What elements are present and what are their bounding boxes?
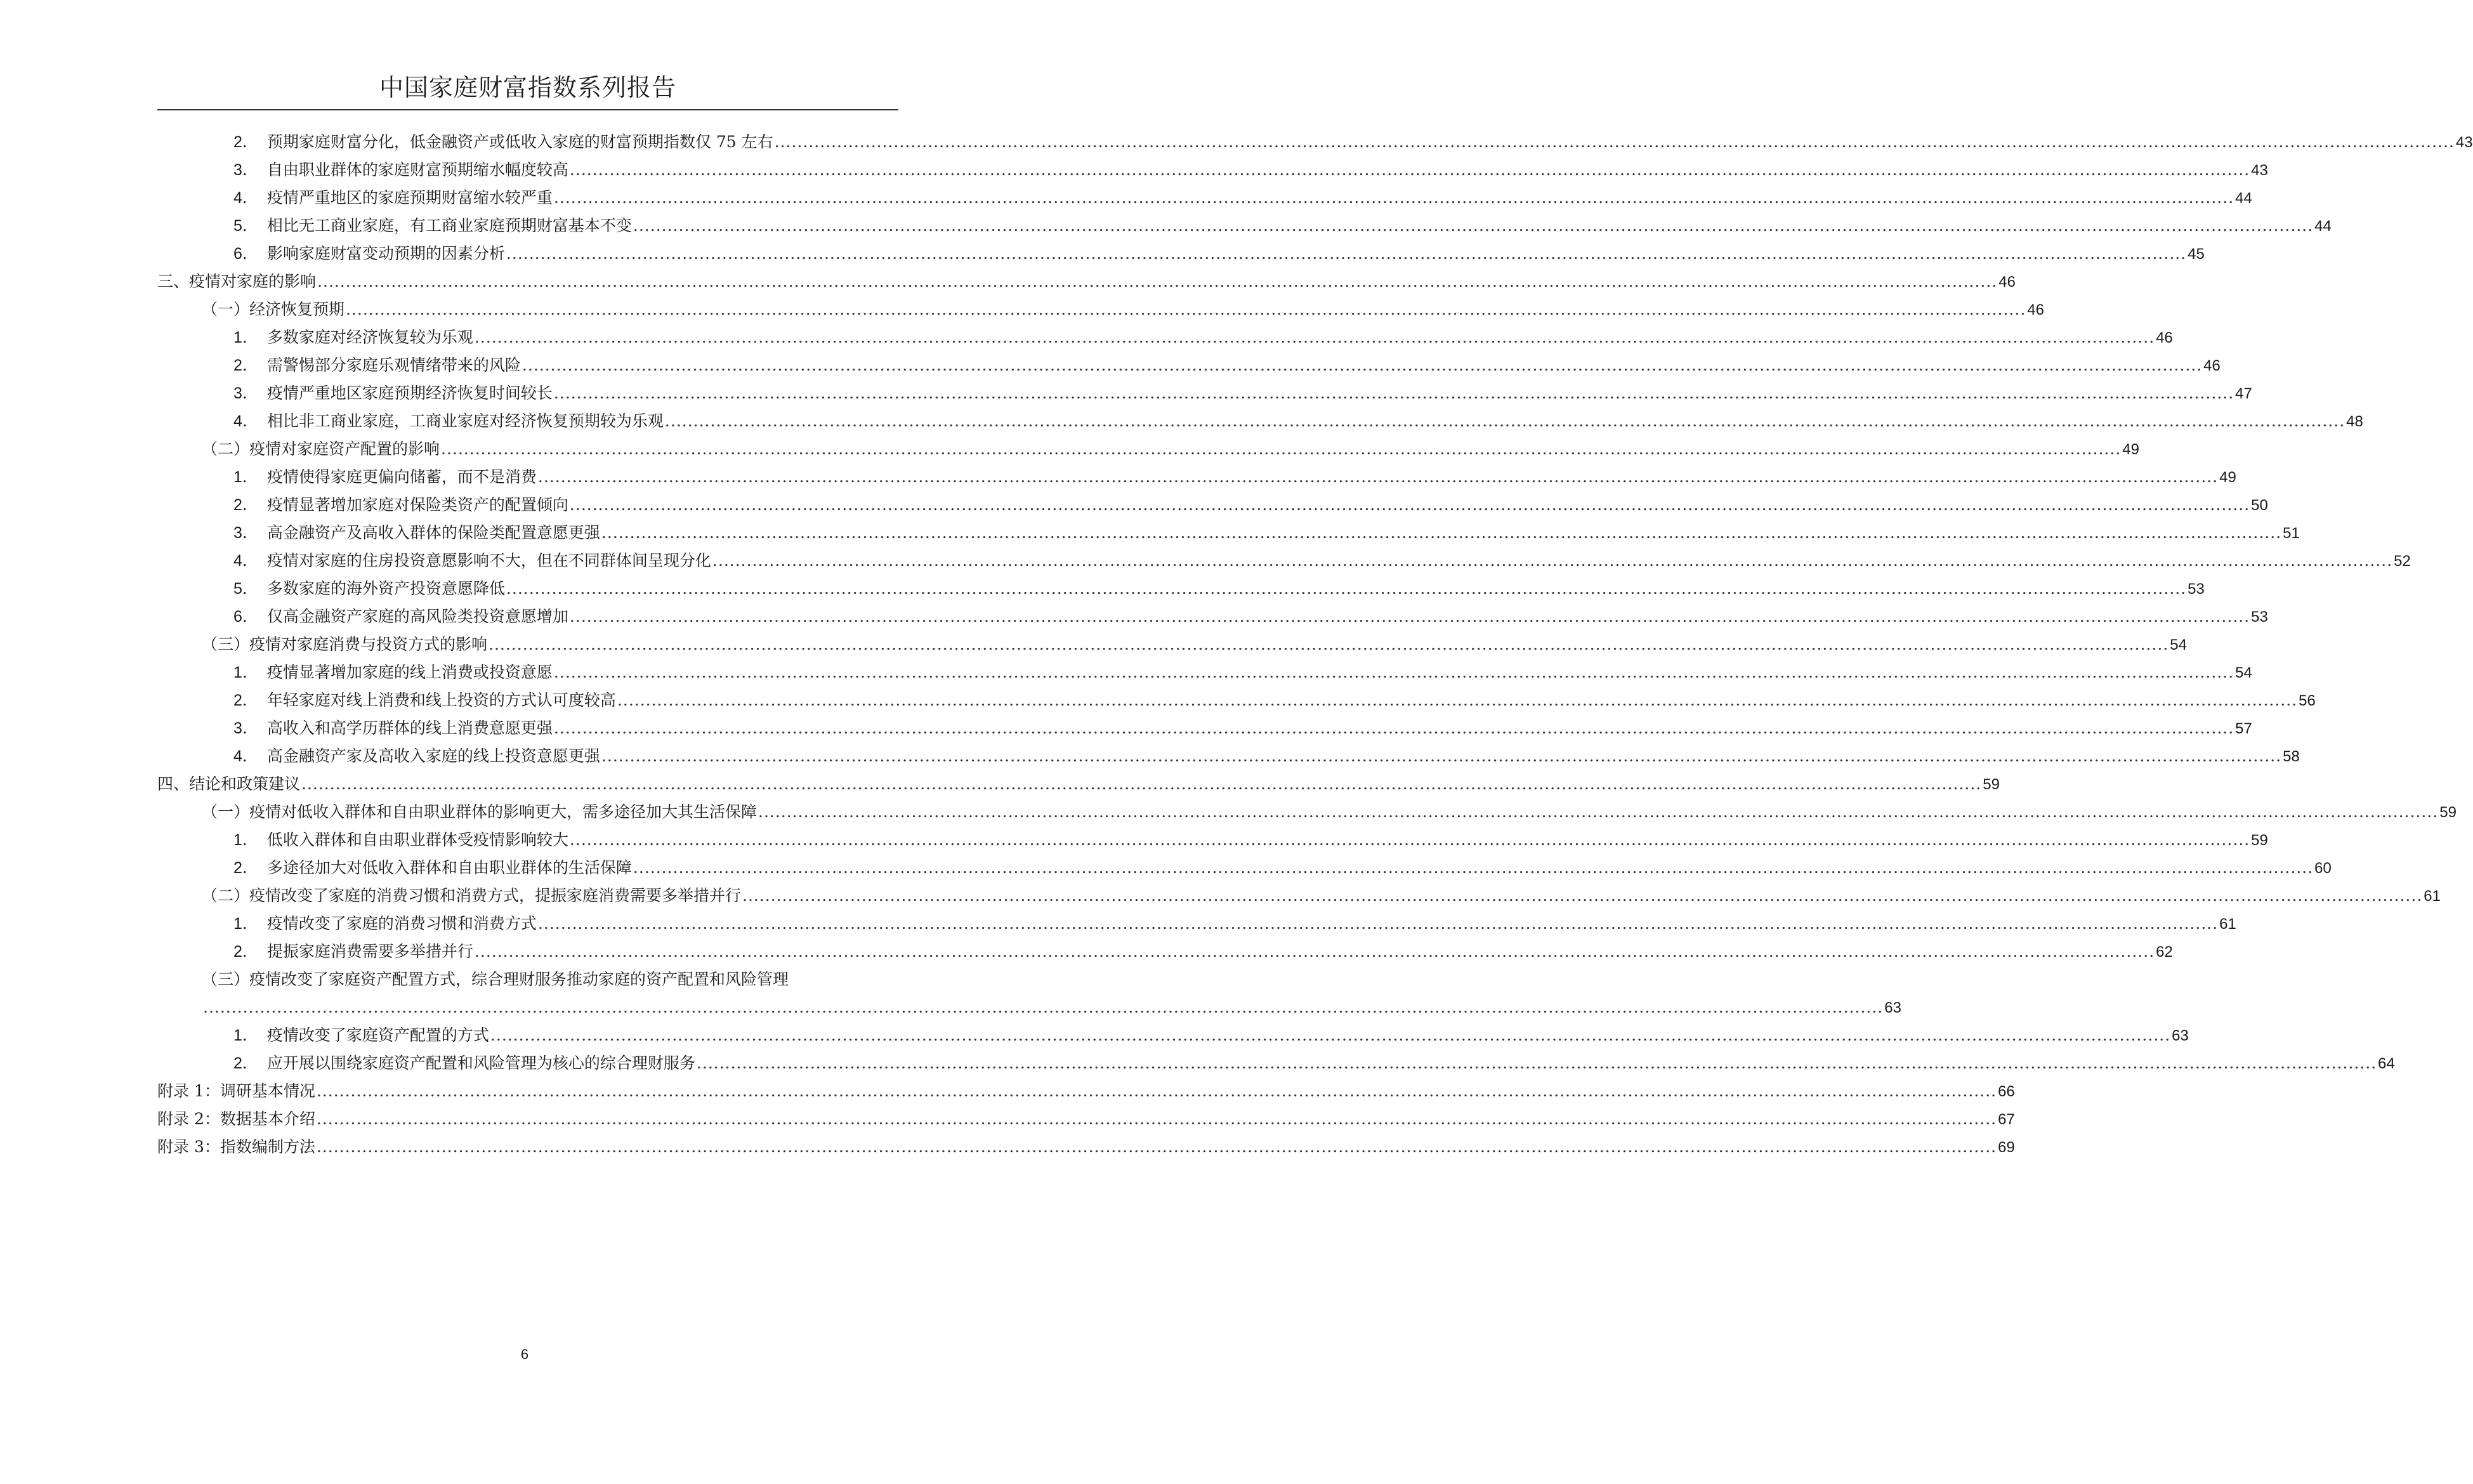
- toc-entry-text: [233, 463, 537, 491]
- toc-entry[interactable]: [157, 156, 2268, 184]
- dot-leader: [317, 1133, 1997, 1161]
- toc-entry[interactable]: [157, 351, 2220, 379]
- toc-entry-title: 三、疫情对家庭的影响: [157, 272, 317, 291]
- toc-entry-page: 46: [2203, 357, 2220, 374]
- toc-entry-title: 四、结论和政策建议: [157, 775, 301, 793]
- toc-entry-title: 疫情显著增加家庭对保险类资产的配置倾向: [266, 496, 568, 514]
- dot-leader: [538, 910, 2218, 938]
- toc-entry-page: 43: [2251, 162, 2268, 179]
- toc-entry[interactable]: [157, 910, 2236, 938]
- toc-entry-text: [233, 714, 553, 742]
- toc-entry-number: 1．: [233, 1027, 258, 1044]
- toc-entry[interactable]: [157, 296, 2044, 324]
- dot-leader: [538, 463, 2218, 491]
- toc-entry-text: [233, 128, 773, 156]
- toc-entry[interactable]: [157, 268, 2016, 296]
- toc-entry[interactable]: [157, 603, 2268, 631]
- toc-entry[interactable]: [157, 770, 2000, 798]
- toc-entry[interactable]: [157, 1105, 2015, 1133]
- toc-entry-text: [233, 184, 553, 212]
- toc-entry-title: 应开展以围绕家庭资产配置和风险管理为核心的综合理财服务: [266, 1054, 695, 1072]
- toc-entry-number: 2．: [233, 692, 258, 709]
- toc-entry-text: [157, 1077, 315, 1105]
- dot-leader: [441, 435, 2121, 463]
- toc-entry-page: 59: [2439, 804, 2457, 821]
- dot-leader: [697, 1049, 2377, 1077]
- toc-entry[interactable]: [157, 324, 2173, 351]
- toc-entry-title: 疫情严重地区家庭预期经济恢复时间较长: [266, 384, 553, 402]
- toc-entry[interactable]: [157, 128, 2473, 156]
- toc-entry-text: [202, 631, 487, 659]
- toc-entry-text: [233, 686, 616, 714]
- toc-entry-text: [233, 212, 632, 240]
- toc-entry[interactable]: [157, 686, 2316, 714]
- toc-entry[interactable]: [157, 938, 2173, 966]
- toc-entry-title: 仅高金融资产家庭的高风险类投资意愿增加: [266, 607, 568, 626]
- toc-entry-title: 多数家庭对经济恢复较为乐观: [266, 328, 473, 346]
- toc-entry-title: 疫情改变了家庭的消费习惯和消费方式: [266, 914, 537, 933]
- toc-entry-text: [233, 324, 473, 351]
- toc-entry-text: [233, 603, 568, 631]
- dot-leader: [317, 1077, 1997, 1105]
- toc-entry-page: 50: [2251, 497, 2268, 514]
- toc-entry-text: [233, 910, 537, 938]
- dot-leader: [203, 994, 1883, 1021]
- toc-entry-page: 46: [2027, 301, 2044, 318]
- toc-entry-text: [233, 1049, 695, 1077]
- toc-entry-text: [157, 770, 300, 798]
- toc-entry-heading-wrapped[interactable]: [157, 966, 898, 994]
- toc-entry-page: 53: [2251, 608, 2268, 626]
- dot-leader: [633, 854, 2313, 882]
- toc-entry-page: 49: [2122, 441, 2139, 458]
- toc-entry-number: 1．: [233, 831, 258, 849]
- toc-entry-page: 46: [1998, 273, 2016, 291]
- toc-entry-title: 多途径加大对低收入群体和自由职业群体的生活保障: [266, 858, 632, 877]
- toc-entry-page: 61: [2219, 916, 2236, 933]
- toc-entry[interactable]: [157, 826, 2268, 854]
- toc-entry-page: 52: [2394, 553, 2411, 570]
- dot-leader: [554, 184, 2234, 212]
- toc-entry-page: 51: [2283, 525, 2300, 542]
- toc-entry-title: 高收入和高学历群体的线上消费意愿更强: [266, 719, 553, 737]
- toc-entry-page: 69: [1998, 1139, 2015, 1156]
- toc-entry-page: 59: [2251, 832, 2268, 849]
- toc-entry-title: 预期家庭财富分化，低金融资产或低收入家庭的财富预期指数仅 75 左右: [266, 133, 773, 151]
- toc-entry[interactable]: [157, 240, 2205, 268]
- toc-entry-number: 3．: [233, 161, 258, 179]
- dot-leader: [489, 631, 2168, 659]
- toc-entry[interactable]: [157, 407, 2363, 435]
- toc-entry-title: （一）疫情对低收入群体和自由职业群体的影响更大，需多途径加大其生活保障: [202, 803, 758, 821]
- dot-leader: [554, 659, 2234, 686]
- toc-entry-text: [233, 742, 600, 770]
- toc-entry-text: [233, 156, 568, 184]
- toc-entry-page: 63: [2172, 1027, 2189, 1044]
- toc-entry-text: [233, 240, 505, 268]
- toc-entry-title: 疫情对家庭的住房投资意愿影响不大，但在不同群体间呈现分化: [266, 551, 711, 570]
- toc-entry-page: 54: [2170, 636, 2187, 653]
- toc-entry[interactable]: [157, 463, 2236, 491]
- toc-entry-number: 3．: [233, 524, 258, 542]
- toc-entry-page: 67: [1998, 1111, 2015, 1128]
- toc-entry[interactable]: [157, 1021, 2189, 1049]
- dot-leader: [712, 547, 2392, 575]
- toc-entry-page: 66: [1998, 1083, 2015, 1100]
- toc-entry-title: 年轻家庭对线上消费和线上投资的方式认可度较高: [266, 691, 616, 709]
- toc-entry-title: 多数家庭的海外资产投资意愿降低: [266, 579, 505, 598]
- toc-entry-title: （一）经济恢复预期: [202, 300, 345, 318]
- toc-entry-title: 附录 1：调研基本情况: [157, 1082, 315, 1100]
- toc-entry-text: [233, 938, 473, 966]
- dot-leader: [570, 156, 2250, 184]
- toc-entry-title: 低收入群体和自由职业群体受疫情影响较大: [266, 831, 568, 849]
- toc-entry-text: [233, 519, 600, 547]
- toc-entry-number: 6．: [233, 608, 258, 626]
- toc-entry-text: [157, 268, 316, 296]
- dot-leader: [506, 575, 2186, 603]
- toc-entry-page: 63: [1884, 999, 1901, 1016]
- toc-entry-title: 需警惕部分家庭乐观情绪带来的风险: [266, 356, 521, 374]
- toc-entry-title: 附录 3：指数编制方法: [157, 1138, 315, 1156]
- toc-entry-page: 64: [2378, 1055, 2395, 1072]
- toc-entry[interactable]: [157, 184, 2252, 212]
- toc-entry-page: 48: [2346, 413, 2363, 430]
- toc-entry-page: 43: [2455, 134, 2473, 151]
- toc-entry-number: 4．: [233, 552, 258, 570]
- toc-entry-title: 疫情严重地区的家庭预期财富缩水较严重: [266, 188, 553, 207]
- toc-entry-text: [233, 491, 568, 519]
- toc-entry[interactable]: [157, 491, 2268, 519]
- toc-entry-number: 2．: [233, 133, 258, 151]
- toc-entry-text: [233, 351, 521, 379]
- toc-entry-page: 47: [2235, 385, 2252, 402]
- toc-entry-page: 54: [2235, 664, 2252, 681]
- dot-leader: [475, 324, 2155, 351]
- toc-entry-title: （三）疫情改变了家庭资产配置方式，综合理财服务推动家庭的资产配置和风险管理: [202, 970, 789, 988]
- toc-entry-page: 59: [1983, 776, 2000, 793]
- toc-entry[interactable]: [157, 519, 2300, 547]
- dot-leader: [758, 798, 2438, 826]
- toc-entry-title: 相比无工商业家庭，有工商业家庭预期财富基本不变: [266, 216, 632, 235]
- toc-entry-text: [233, 854, 632, 882]
- dot-leader: [554, 379, 2234, 407]
- toc-entry[interactable]: [157, 212, 2332, 240]
- header-rule: [157, 109, 898, 110]
- toc-entry-page: 62: [2156, 943, 2173, 961]
- dot-leader: [317, 268, 1997, 296]
- toc-entry-number: 2．: [233, 496, 258, 514]
- dot-leader: [775, 128, 2455, 156]
- toc-entry-page: 57: [2235, 720, 2252, 737]
- toc-entry-text: [233, 407, 664, 435]
- dot-leader: [554, 714, 2234, 742]
- toc-entry-number: 4．: [233, 412, 258, 430]
- toc-entry-continuation[interactable]: [157, 994, 1901, 1021]
- toc-entry-page: 44: [2235, 190, 2252, 207]
- toc-entry-title: 自由职业群体的家庭财富预期缩水幅度较高: [266, 161, 568, 179]
- dot-leader: [490, 1021, 2170, 1049]
- toc-entry-page: 61: [2424, 888, 2441, 905]
- toc-entry-text: [202, 798, 757, 826]
- dot-leader: [665, 407, 2345, 435]
- toc-entry-title: （二）疫情对家庭资产配置的影响: [202, 440, 440, 458]
- toc-entry-title: 疫情显著增加家庭的线上消费或投资意愿: [266, 663, 553, 681]
- toc-entry-text: [157, 1133, 315, 1161]
- dot-leader: [570, 826, 2250, 854]
- toc-entry-page: 49: [2219, 469, 2236, 486]
- toc-entry[interactable]: [157, 631, 2187, 659]
- toc-entry[interactable]: [157, 1133, 2015, 1161]
- dot-leader: [475, 938, 2155, 966]
- toc-entry[interactable]: [157, 547, 2411, 575]
- dot-leader: [522, 351, 2202, 379]
- toc-entry-page: 60: [2314, 860, 2332, 877]
- table-of-contents: [157, 128, 2473, 1161]
- toc-entry[interactable]: [157, 379, 2252, 407]
- dot-leader: [570, 491, 2250, 519]
- toc-entry-title: 高金融资产及高收入群体的保险类配置意愿更强: [266, 523, 600, 542]
- dot-leader: [633, 212, 2313, 240]
- toc-entry-text: [233, 826, 568, 854]
- toc-entry-title: 高金融资产家及高收入家庭的线上投资意愿更强: [266, 747, 600, 765]
- toc-entry-page: 46: [2156, 329, 2173, 346]
- toc-entry-number: 3．: [233, 384, 258, 402]
- dot-leader: [570, 603, 2250, 631]
- toc-entry-text: [233, 379, 553, 407]
- toc-entry-text: [233, 1021, 489, 1049]
- toc-entry-text: [202, 435, 440, 463]
- toc-entry-number: 4．: [233, 189, 258, 207]
- toc-entry-page: 56: [2299, 692, 2316, 709]
- toc-entry[interactable]: [157, 575, 2205, 603]
- toc-entry-number: 2．: [233, 1054, 258, 1072]
- dot-leader: [617, 686, 2297, 714]
- dot-leader: [506, 240, 2186, 268]
- dot-leader: [346, 296, 2026, 324]
- toc-entry-text: [233, 547, 711, 575]
- toc-entry-title: 相比非工商业家庭，工商业家庭对经济恢复预期较为乐观: [266, 412, 664, 430]
- toc-entry-text: [157, 1105, 315, 1133]
- toc-entry-number: 5．: [233, 580, 258, 598]
- toc-entry-text: [233, 659, 553, 686]
- toc-entry-number: 3．: [233, 719, 258, 737]
- toc-entry-title: 疫情使得家庭更偏向储蓄，而不是消费: [266, 468, 537, 486]
- toc-entry-number: 5．: [233, 217, 258, 235]
- toc-entry[interactable]: [157, 798, 2457, 826]
- toc-entry-title: 疫情改变了家庭资产配置的方式: [266, 1026, 489, 1044]
- toc-entry-title: 附录 2：数据基本介绍: [157, 1110, 315, 1128]
- toc-entry[interactable]: [157, 1077, 2015, 1105]
- toc-entry[interactable]: [157, 714, 2252, 742]
- toc-entry-text: [202, 296, 344, 324]
- toc-entry-number: 2．: [233, 859, 258, 877]
- toc-entry[interactable]: [157, 1049, 2395, 1077]
- dot-leader: [601, 519, 2281, 547]
- toc-entry-number: 1．: [233, 664, 258, 681]
- toc-entry-title: 提振家庭消费需要多举措并行: [266, 942, 473, 961]
- toc-entry-title: （三）疫情对家庭消费与投资方式的影响: [202, 635, 488, 653]
- toc-entry[interactable]: [157, 882, 2441, 910]
- dot-leader: [301, 770, 1981, 798]
- dot-leader: [601, 742, 2281, 770]
- toc-entry-page: 45: [2188, 246, 2205, 263]
- toc-entry[interactable]: [157, 742, 2300, 770]
- toc-entry-title: 影响家庭财富变动预期的因素分析: [266, 244, 505, 263]
- toc-entry-text: [202, 882, 741, 910]
- running-header: 中国家庭财富指数系列报告: [379, 74, 676, 102]
- page-number: 6: [520, 1346, 529, 1362]
- dot-leader: [317, 1105, 1997, 1133]
- toc-entry-page: 58: [2283, 748, 2300, 765]
- toc-entry-number: 2．: [233, 357, 258, 374]
- toc-entry-number: 2．: [233, 943, 258, 961]
- toc-entry-page: 53: [2188, 581, 2205, 598]
- toc-entry-number: 4．: [233, 747, 258, 765]
- toc-entry[interactable]: [157, 854, 2332, 882]
- toc-entry-number: 1．: [233, 915, 258, 933]
- toc-entry[interactable]: [157, 435, 2139, 463]
- toc-entry-number: 1．: [233, 468, 258, 486]
- toc-entry-number: 6．: [233, 245, 258, 263]
- toc-entry-text: [233, 575, 505, 603]
- toc-entry[interactable]: [157, 659, 2252, 686]
- dot-leader: [742, 882, 2422, 910]
- toc-entry-page: 44: [2314, 218, 2332, 235]
- toc-entry-number: 1．: [233, 329, 258, 346]
- toc-entry-title: （二）疫情改变了家庭的消费习惯和消费方式，提振家庭消费需要多举措并行: [202, 886, 742, 905]
